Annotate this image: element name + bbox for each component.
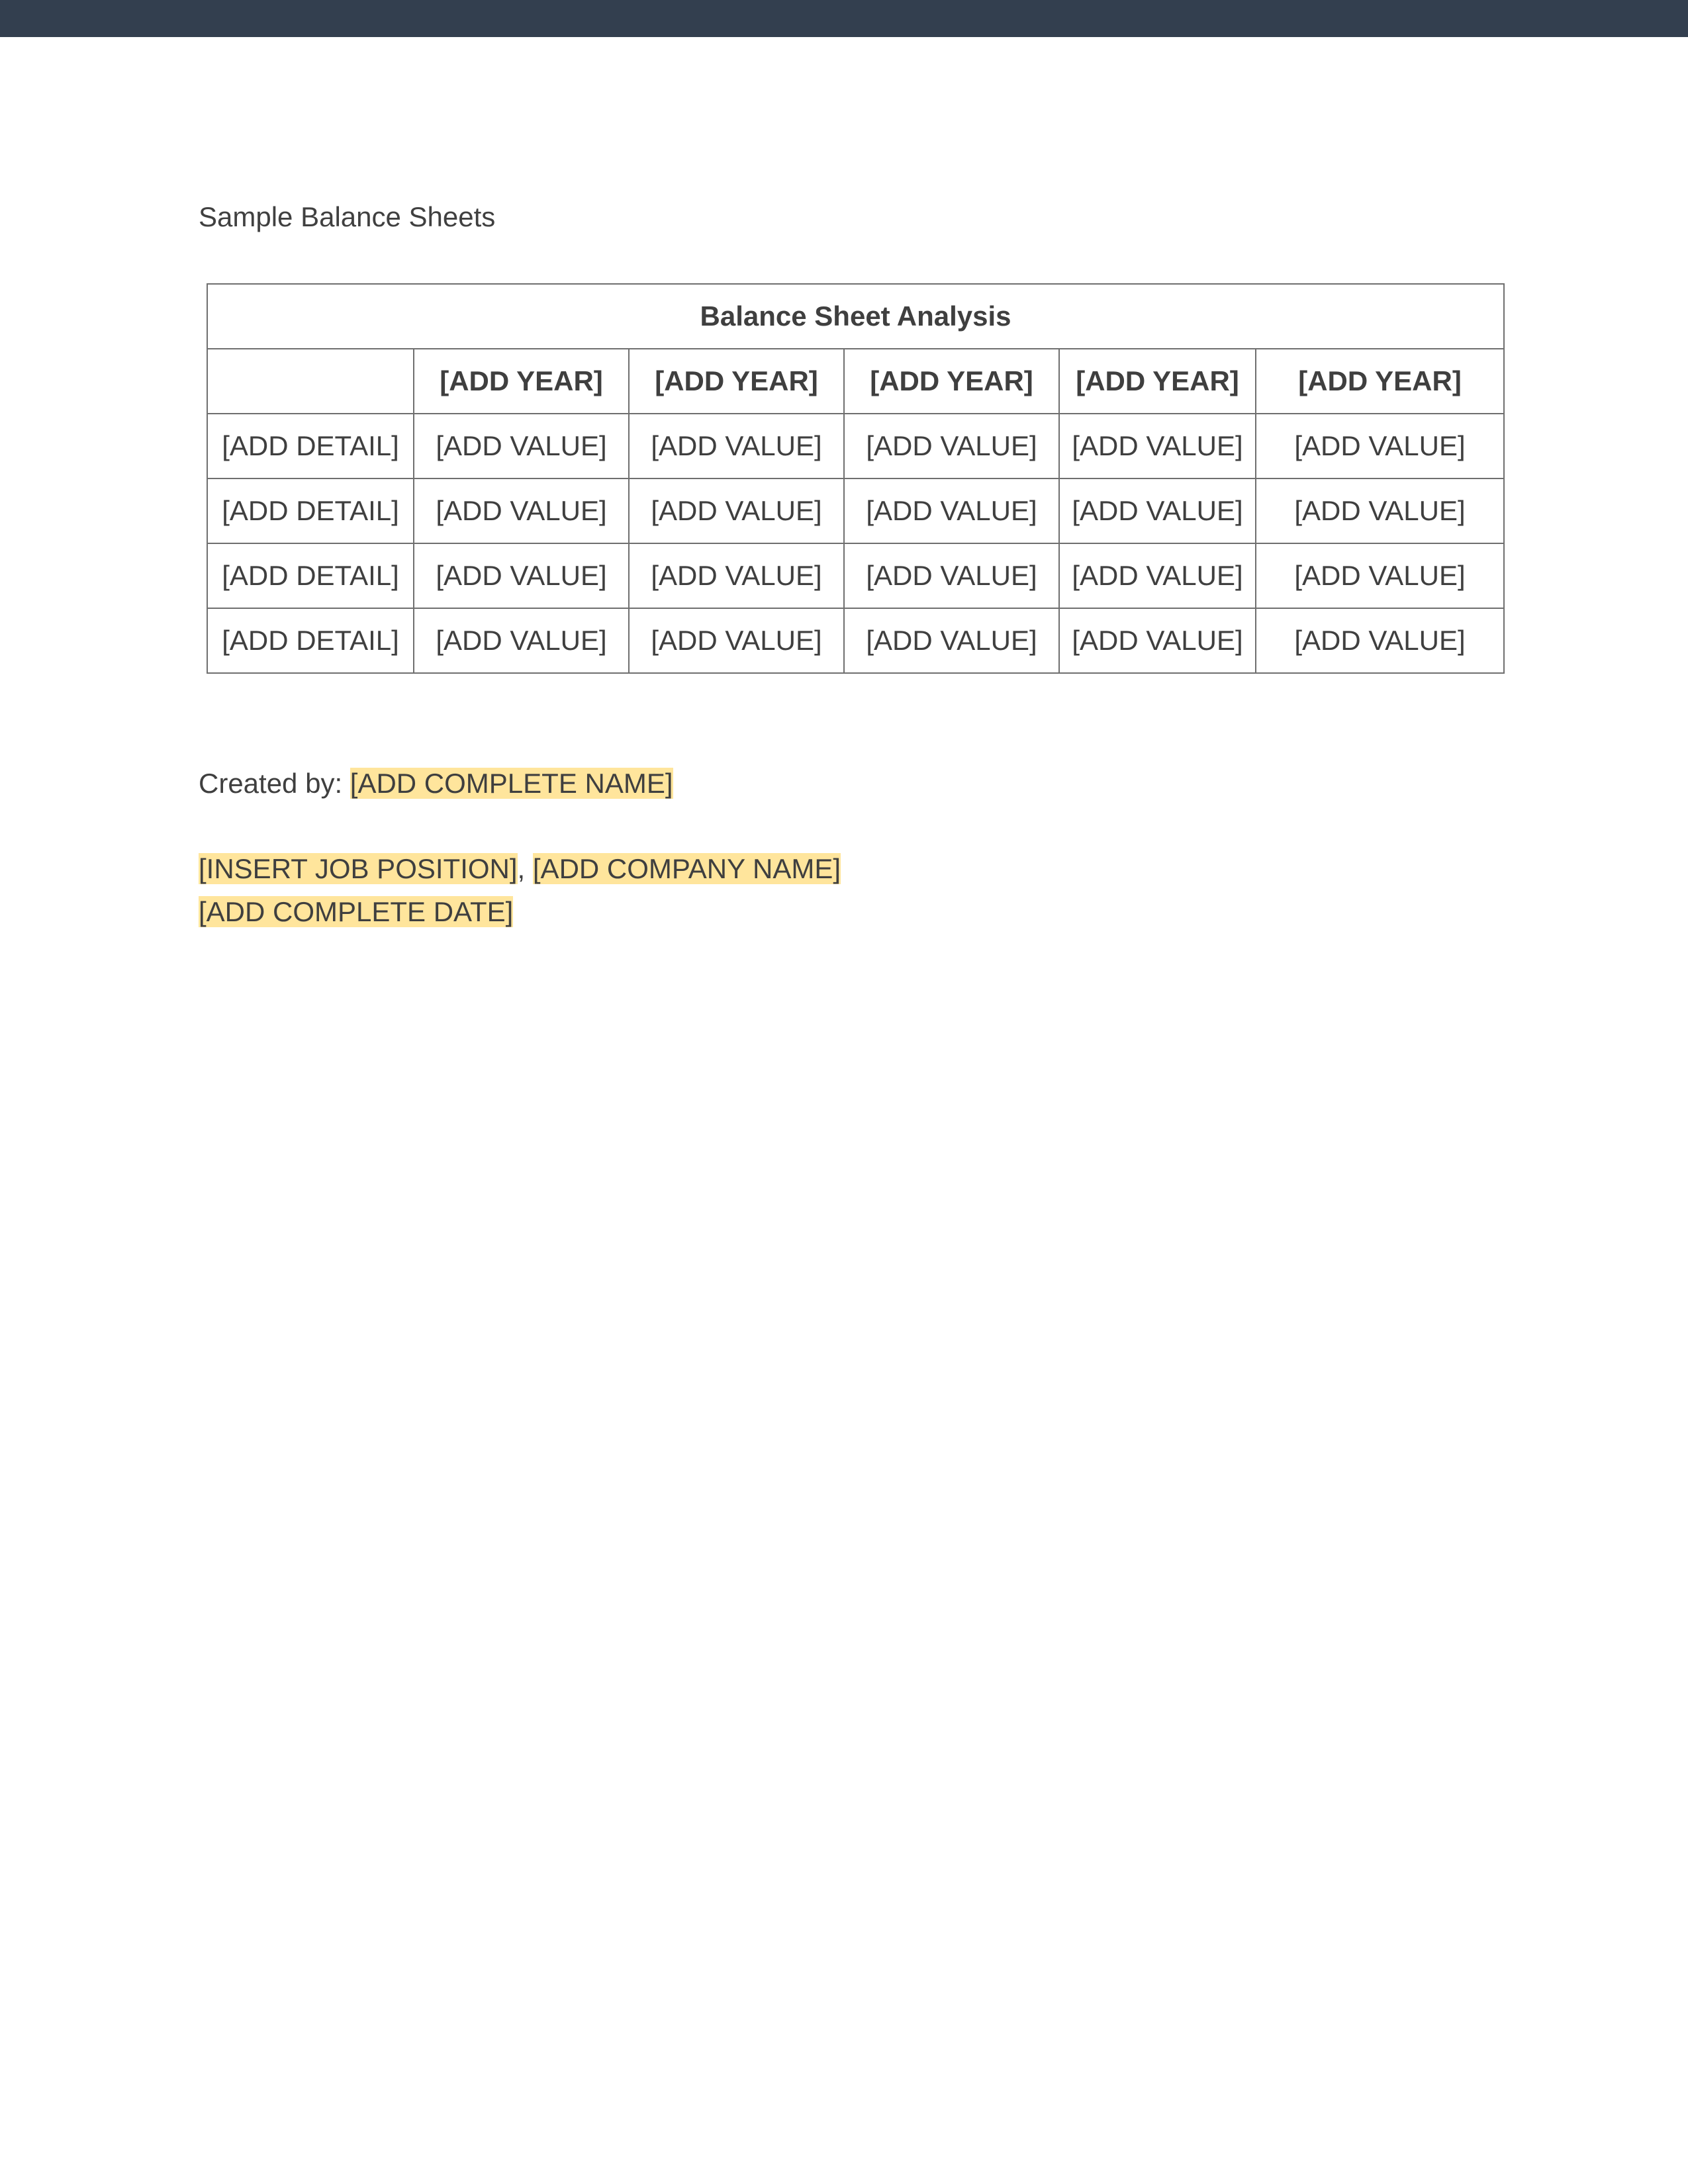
balance-sheet-table xyxy=(207,283,1505,674)
value-cell: [ADD VALUE] xyxy=(414,478,629,543)
table-header-row xyxy=(207,349,1504,414)
comma-separator: , xyxy=(517,853,533,884)
value-cell: [ADD VALUE] xyxy=(1256,608,1504,673)
value-cell: [ADD VALUE] xyxy=(844,478,1059,543)
document-heading: Sample Balance Sheets xyxy=(199,201,496,232)
detail-cell: [ADD DETAIL] xyxy=(207,414,414,478)
value-cell: [ADD VALUE] xyxy=(629,414,844,478)
year-header: [ADD YEAR] xyxy=(844,349,1059,414)
value-cell: [ADD VALUE] xyxy=(844,414,1059,478)
value-cell: [ADD VALUE] xyxy=(414,414,629,478)
year-header: [ADD YEAR] xyxy=(629,349,844,414)
detail-cell: [ADD DETAIL] xyxy=(207,608,414,673)
value-cell: [ADD VALUE] xyxy=(629,543,844,608)
table-row xyxy=(207,478,1504,543)
value-cell: [ADD VALUE] xyxy=(414,543,629,608)
value-cell: [ADD VALUE] xyxy=(1256,478,1504,543)
table-row xyxy=(207,608,1504,673)
value-cell: [ADD VALUE] xyxy=(629,608,844,673)
job-company-line xyxy=(199,850,841,887)
value-cell: [ADD VALUE] xyxy=(1059,608,1256,673)
table-corner-cell xyxy=(207,349,414,414)
document-header-bar xyxy=(0,0,1688,37)
detail-cell: [ADD DETAIL] xyxy=(207,543,414,608)
table-row xyxy=(207,543,1504,608)
date-line xyxy=(199,893,513,931)
company-name-placeholder[interactable]: [ADD COMPANY NAME] xyxy=(532,853,841,884)
table-title-row xyxy=(207,284,1504,349)
table-title: Balance Sheet Analysis xyxy=(207,284,1504,349)
value-cell: [ADD VALUE] xyxy=(629,478,844,543)
value-cell: [ADD VALUE] xyxy=(1059,414,1256,478)
complete-name-placeholder[interactable]: [ADD COMPLETE NAME] xyxy=(350,768,673,799)
detail-cell: [ADD DETAIL] xyxy=(207,478,414,543)
year-header: [ADD YEAR] xyxy=(1059,349,1256,414)
year-header: [ADD YEAR] xyxy=(414,349,629,414)
value-cell: [ADD VALUE] xyxy=(1059,543,1256,608)
job-position-placeholder[interactable]: [INSERT JOB POSITION] xyxy=(199,853,518,884)
year-header: [ADD YEAR] xyxy=(1256,349,1504,414)
value-cell: [ADD VALUE] xyxy=(844,543,1059,608)
value-cell: [ADD VALUE] xyxy=(1256,543,1504,608)
complete-date-placeholder[interactable]: [ADD COMPLETE DATE] xyxy=(199,896,514,927)
value-cell: [ADD VALUE] xyxy=(844,608,1059,673)
value-cell: [ADD VALUE] xyxy=(1256,414,1504,478)
value-cell: [ADD VALUE] xyxy=(414,608,629,673)
created-by-line xyxy=(199,765,673,802)
table-row xyxy=(207,414,1504,478)
created-by-label: Created by: xyxy=(199,768,350,799)
value-cell: [ADD VALUE] xyxy=(1059,478,1256,543)
